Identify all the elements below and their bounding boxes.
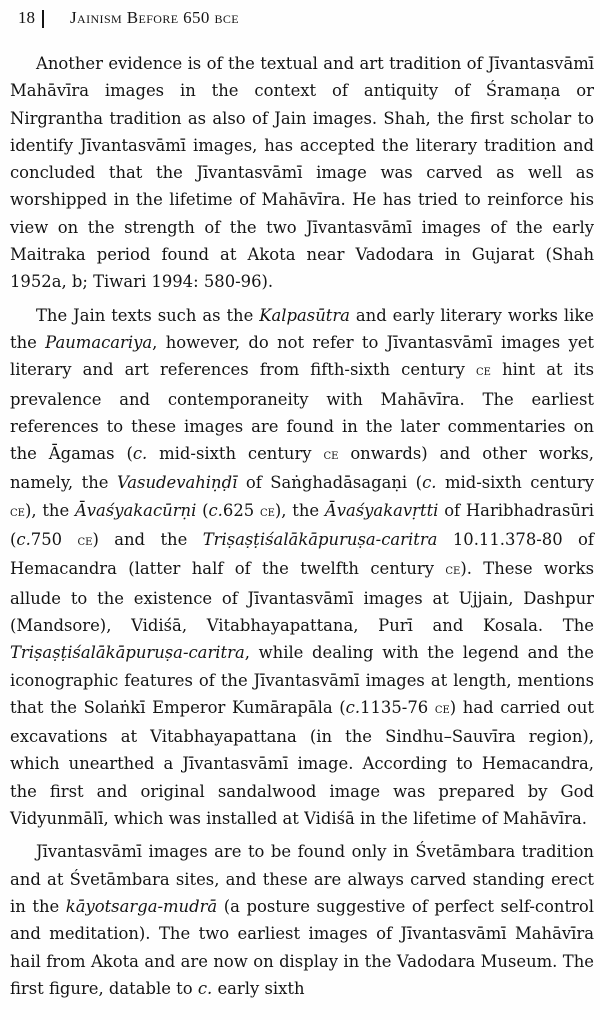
- page-number: 18: [18, 8, 35, 27]
- era-abbr: ce: [77, 533, 93, 550]
- italic-term: Kalpasūtra: [259, 305, 350, 325]
- italic-term: Vasudevahiṇḍī: [116, 473, 238, 493]
- italic-term: Āvaśyakacūrṇi: [74, 500, 197, 520]
- italic-term: Triṣaṣṭiśalākāpuruṣa-caritra: [10, 643, 245, 663]
- era-abbr: ce: [259, 503, 275, 520]
- italic-abbr: c.: [422, 473, 437, 493]
- era-abbr: ce: [434, 700, 450, 717]
- italic-abbr: c.: [197, 978, 213, 998]
- era-abbr: ce: [476, 363, 491, 380]
- running-title: Jainism Before 650 bce: [70, 8, 240, 27]
- running-header: [10, 4, 590, 32]
- body-text: [10, 50, 594, 1002]
- italic-term: kāyotsarga-mudrā: [65, 896, 218, 916]
- era-abbr: ce: [323, 447, 339, 464]
- italic-term: Triṣaṣṭiśalākāpuruṣa-caritra: [202, 530, 438, 550]
- italic-term: Āvaśyakavṛtti: [324, 500, 439, 520]
- era-abbr: ce: [10, 503, 25, 520]
- italic-abbr: c.: [345, 697, 361, 717]
- paragraph-1: Another evidence is of the textual and art tradition of Jīvantasvāmī Mahāvīra images in the context of antiquity of Śramaṇa or Nirgrantha tradition as also of Jain images. Shah, the first scholar to identify Jīvantasvāmī images, has accepted the literary tradition and concluded that the Jīvantasvāmī image was carved as well as worshipped in the lifetime of Mahāvīra. He has tried to reinforce his view on the strength of the two Jīvantasvāmī images of the early Maitraka period found at Akota near Vadodara in Gujarat (Shah 1952a, b; Tiwari 1994: 580-96).: [10, 54, 594, 292]
- era-abbr: ce: [445, 562, 461, 579]
- italic-abbr: c.: [208, 500, 223, 520]
- paragraph-2: The Jain texts such as the Kalpasūtra and early literary works like the Paumacariya, however, do not refer to Jīvantasvāmī images yet literary and art references from fifth-sixth century ce hint at its prevalence and contemporaneity with Mahāvīra. The earliest references to these images are found in the later commentaries on the Āgamas (c. mid-sixth century ce onwards) and other works, namely, the Vasudevahiṇḍī of Saṅghadāsagaṇi (c. mid-sixth century ce), the Āvaśyakacūrṇi (c.625 ce), the Āvaśyakavṛtti of Haribhadrasūri (c.750 ce) and the Triṣaṣṭiśalākāpuruṣa-caritra 10.11.378-80 of Hemacandra (latter half of the twelfth century ce). These works allude to the existence of Jīvantasvāmī images at Ujjain, Dashpur (Mandsore), Vidiśā, Vitabhayapattana, Purī and Kosala. The Triṣaṣṭiśalākāpuruṣa-caritra, while dealing with the legend and the iconographic features of the Jīvantasvāmī images at length, mentions that the Solaṅkī Emperor Kumārapāla (c.1135-76 ce) had carried out excavations at Vitabhayapattana (in the Sindhu–Sauvīra region), which unearthed a Jīvantasvāmī image. According to Hemacandra, the first and original sandalwood image was prepared by God Vidyunmālī, which was installed at Vidiśā in the lifetime of Mahāvīra.: [10, 305, 595, 829]
- paragraph-3: Jīvantasvāmī images are to be found only in Śvetāmbara tradition and at Śvetāmbara sites, and these are always carved standing erect in the kāyotsarga-mudrā (a posture suggestive of perfect self-control and meditation). The two earliest images of Jīvantasvāmī Mahāvīra hail from Akota and are now on display in the Vadodara Museum. The first figure, datable to c. early sixth: [10, 842, 595, 998]
- header-divider: [42, 10, 44, 28]
- italic-abbr: c.: [132, 444, 148, 464]
- italic-term: Paumacariya: [45, 332, 153, 352]
- italic-abbr: c.: [16, 530, 31, 550]
